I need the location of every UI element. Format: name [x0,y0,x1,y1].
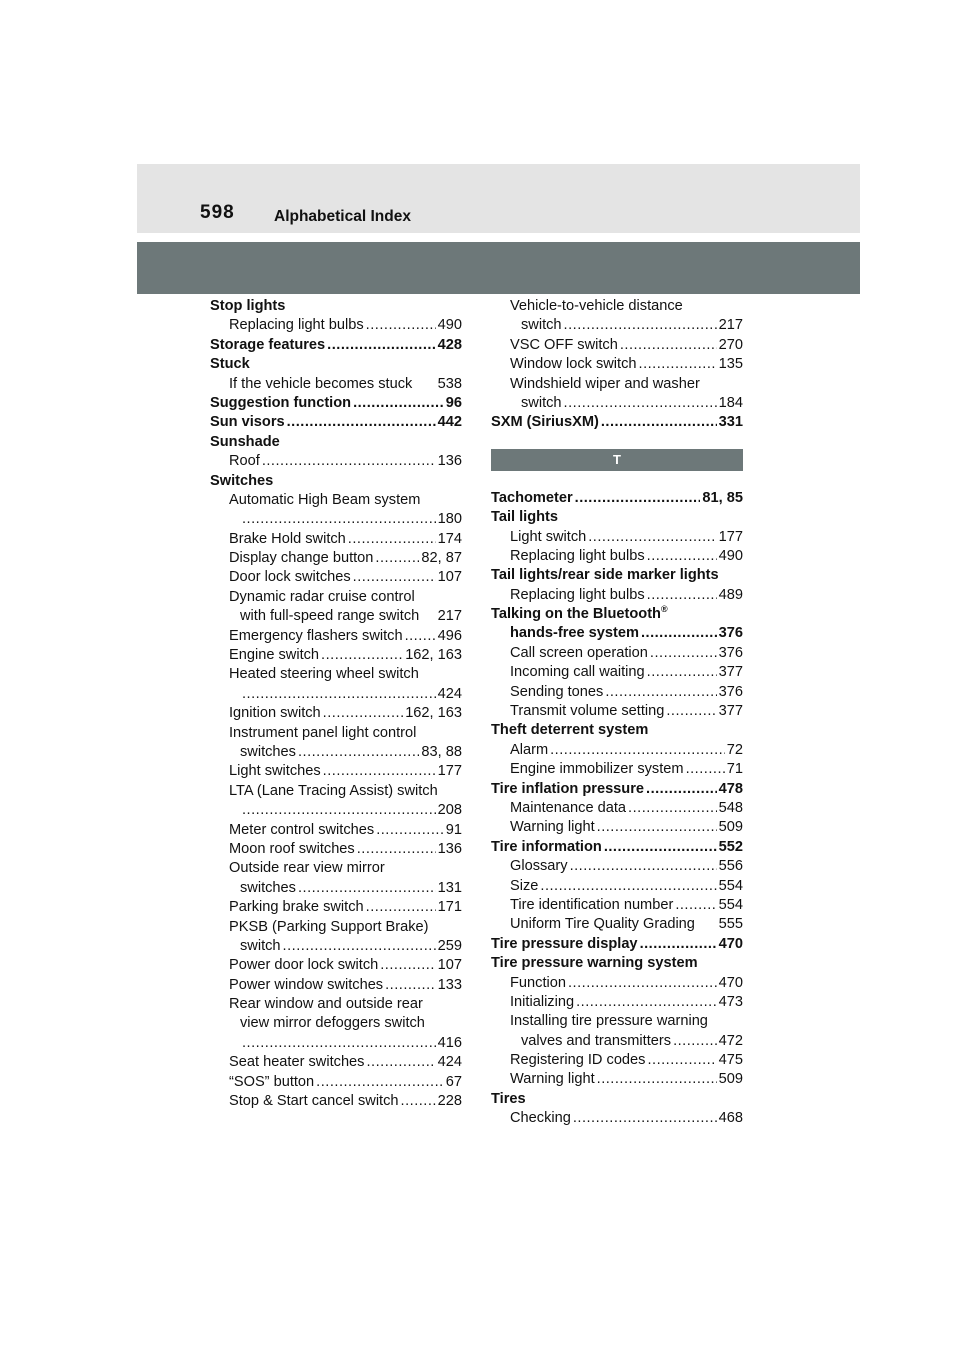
index-entry-page: 376 [718,644,743,661]
leader-dots [686,760,725,779]
index-entry-page: 473 [718,993,743,1010]
leader-dots [576,993,717,1012]
index-entry [491,935,743,954]
index-entry [210,976,462,995]
index-entry-page: 554 [718,896,743,913]
index-entry-label: Tires [491,1090,526,1107]
index-entry [210,840,462,859]
leader-dots [620,336,717,355]
index-entry [491,760,743,779]
index-entry-page: 470 [718,935,743,952]
leader-dots [573,1109,717,1128]
index-entry-label: Function [510,974,566,991]
index-entry [491,993,743,1012]
index-entry-label: Initializing [510,993,575,1010]
index-entry-label: Incoming call waiting [510,664,645,681]
index-entry [210,336,462,355]
index-entry-label: Switches [210,472,274,489]
index-entry [210,1014,462,1033]
index-entry-page: 83, 88 [421,743,462,760]
leader-dots [298,879,436,898]
leader-dots [287,413,436,432]
index-entry-label: Instrument panel light control [229,724,417,741]
leader-dots [385,976,436,995]
leader-dots [242,685,436,704]
index-entry-label: switch [240,937,281,954]
index-entry-page: 131 [437,879,462,896]
index-entry [210,898,462,917]
index-entry-page: 91 [445,821,462,838]
index-entry-label: Tail lights [491,509,559,526]
index-entry-page: 136 [437,453,462,470]
index-entry-page: 538 [437,375,462,392]
header-band [137,164,860,233]
leader-dots [348,530,436,549]
leader-dots [601,413,717,432]
index-entry-label: switches [240,879,296,896]
leader-dots [575,489,701,508]
index-entry-page: 67 [445,1073,462,1090]
index-entry-label: Uniform Tire Quality Grading [510,916,695,933]
index-entry-page: 376 [718,625,743,642]
index-entry [210,743,462,762]
index-entry [210,956,462,975]
index-entry-page: 107 [437,569,462,586]
index-entry-label: Window lock switch [510,356,637,373]
index-entry-page: 228 [437,1093,462,1110]
index-entry-page: 489 [718,586,743,603]
index-entry [491,741,743,760]
index-entry [210,607,462,626]
leader-dots [366,316,436,335]
index-entry [210,685,462,704]
index-entry-page: 184 [718,394,743,411]
index-entry-label: switch [521,394,562,411]
index-entry [491,663,743,682]
leader-dots [540,877,716,896]
index-entry-page: 552 [718,838,743,855]
index-entry-page: 416 [437,1034,462,1051]
index-entry [491,566,743,585]
leader-dots [568,974,717,993]
leader-dots [675,896,716,915]
index-entry [491,780,743,799]
index-entry-label: Sending tones [510,683,604,700]
index-entry [491,954,743,973]
index-entry-label: Tachometer [491,489,573,506]
leader-dots [376,821,444,840]
index-entry-label: Theft deterrent system [491,722,649,739]
index-entry [491,1070,743,1089]
index-entry-label: hands-free system [510,625,639,642]
leader-dots [405,627,436,646]
index-entry-label: Meter control switches [229,821,375,838]
index-entry-label: Call screen operation [510,644,648,661]
index-entry [491,1109,743,1128]
index-entry-page: 162, 163 [405,647,462,664]
leader-dots [639,355,717,374]
index-entry-label: Alarm [510,741,549,758]
index-entry [210,530,462,549]
leader-dots [353,568,436,587]
index-entry-label: Sun visors [210,414,285,431]
index-entry [491,508,743,527]
leader-dots [628,799,717,818]
leader-dots [242,801,436,820]
index-entry-page: 180 [437,511,462,528]
index-entry [491,413,743,432]
index-entry [491,857,743,876]
index-entry-label: Stop & Start cancel switch [229,1093,399,1110]
leader-dots [262,452,436,471]
index-entry-label: Moon roof switches [229,840,355,857]
index-entry-label: valves and transmitters [521,1032,672,1049]
leader-dots [366,898,436,917]
index-entry [210,646,462,665]
index-entry [210,724,462,743]
index-entry-page: 475 [718,1052,743,1069]
index-entry-page: 428 [437,336,462,353]
index-entry [210,355,462,374]
index-entry [210,821,462,840]
index-entry [491,799,743,818]
index-entry-page: 490 [718,547,743,564]
index-entry-label: Light switches [229,763,321,780]
index-entry-page: 107 [437,957,462,974]
index-entry-label: Vehicle-to-vehicle distance [510,298,683,314]
leader-dots [321,646,403,665]
index-entry-label: Checking [510,1110,571,1127]
index-entry [491,683,743,702]
index-entry [491,355,743,374]
index-entry [491,528,743,547]
index-entry [491,974,743,993]
index-entry-label: Light switch [510,528,587,545]
index-entry-page: 133 [437,976,462,993]
leader-dots [666,702,716,721]
index-entry-page: 71 [726,761,743,778]
index-entry-label: Stuck [210,356,250,373]
leader-dots [298,743,419,762]
index-entry [491,316,743,335]
index-entry [210,762,462,781]
index-entry-label: Replacing light bulbs [510,586,645,603]
index-entry-page: 442 [437,414,462,431]
index-entry [491,1012,743,1031]
index-entry [491,838,743,857]
index-entry [491,375,743,394]
index-entry-page: 468 [718,1110,743,1127]
index-entry-page: 490 [437,317,462,334]
index-entry-label: Parking brake switch [229,899,364,916]
leader-dots [550,741,725,760]
index-entry-label: Sunshade [210,433,280,450]
index-entry-page: 548 [718,799,743,816]
leader-dots [673,1032,717,1051]
index-entry-label: Transmit volume setting [510,703,665,720]
index-entry-page: 424 [437,1054,462,1071]
index-entry-label: Seat heater switches [229,1054,365,1071]
index-entry [491,644,743,663]
index-entry-label: Automatic High Beam system [229,491,421,508]
index-entry [210,433,462,452]
index-entry [491,297,743,316]
leader-dots [401,1092,436,1111]
index-entry [491,605,743,624]
index-entry [491,915,743,934]
leader-dots [323,762,436,781]
index-entry [210,704,462,723]
index-entry-label: Installing tire pressure warning [510,1013,708,1030]
index-entry-page: 331 [718,414,743,431]
index-entry-label: switches [240,743,296,760]
leader-dots [650,644,717,663]
leader-dots [283,937,436,956]
index-entry [210,472,462,491]
index-entry-label: Door lock switches [229,569,351,586]
index-entry-label: Warning light [510,819,595,836]
leader-dots [242,1034,436,1053]
index-entry-label: Tire pressure display [491,935,638,952]
leader-dots [375,549,419,568]
index-entry-page: 470 [718,974,743,991]
index-entry [210,665,462,684]
leader-dots [380,956,435,975]
index-entry [491,877,743,896]
index-entry-page: 81, 85 [702,489,743,506]
index-entry-label: Replacing light bulbs [229,317,364,334]
index-entry-label: VSC OFF switch [510,336,618,353]
index-entry [210,491,462,510]
index-entry [210,1034,462,1053]
index-entry [491,586,743,605]
leader-dots [647,547,717,566]
leader-dots [242,510,436,529]
index-entry-page: 478 [718,780,743,797]
leader-dots [597,1070,717,1089]
index-entry-label: Size [510,877,539,894]
leader-dots [647,663,717,682]
index-entry-page: 424 [437,685,462,702]
index-entry [210,394,462,413]
header-dark-band [137,242,860,294]
index-entry-label: Brake Hold switch [229,530,346,547]
index-entry-page: 496 [437,627,462,644]
leader-dots [357,840,436,859]
index-entry [491,624,743,643]
leader-dots [316,1073,444,1092]
registered-mark: ® [660,604,668,615]
index-entry-label: with full-speed range switch [240,608,420,625]
leader-dots [366,1053,435,1072]
index-entry-label: view mirror defoggers switch [240,1015,425,1032]
index-entry [491,547,743,566]
index-entry-label: Registering ID codes [510,1052,646,1069]
index-entry-label: If the vehicle becomes stuck [229,375,413,392]
index-entry-label: Power door lock switch [229,957,379,974]
leader-dots [641,624,717,643]
index-entry [210,918,462,937]
page-number: 598 [200,202,235,223]
index-entry-page: 376 [718,683,743,700]
index-entry [210,879,462,898]
index-entry-label: Tail lights/rear side marker lights [491,567,719,584]
index-entry-label: Ignition switch [229,705,321,722]
index-entry-page: 377 [718,664,743,681]
index-entry-page: 556 [718,858,743,875]
index-entry-label: Stop lights [210,298,286,314]
index-entry [210,316,462,335]
index-entry [210,588,462,607]
index-entry-page: 259 [437,937,462,954]
index-entry-page: 270 [718,336,743,353]
section-letter-bar: T [491,449,743,471]
index-entry-label: LTA (Lane Tracing Assist) switch [229,782,438,799]
index-entry-label: Warning light [510,1071,595,1088]
index-entry-page: 555 [718,916,743,933]
index-entry [491,336,743,355]
index-column-right [491,297,743,1129]
leader-dots [604,838,717,857]
index-entry-page: 217 [437,608,462,625]
index-entry-label: Emergency flashers switch [229,627,403,644]
index-entry-page: 136 [437,840,462,857]
index-entry-label: Maintenance data [510,799,627,816]
index-entry-page: 135 [718,356,743,373]
index-entry [491,702,743,721]
leader-dots [327,336,435,355]
index-entry-page: 509 [718,1071,743,1088]
index-entry-page: 208 [437,802,462,819]
index-entry-label: switch [521,317,562,334]
index-entry-label: Heated steering wheel switch [229,666,419,683]
index-entry-label: Replacing light bulbs [510,547,645,564]
index-entry-label: Outside rear view mirror [229,860,385,877]
leader-dots [597,818,717,837]
index-entry-page: 554 [718,877,743,894]
index-entry-page: 96 [445,394,462,411]
index-entry [210,297,462,316]
index-entry [210,1073,462,1092]
index-entry-page: 174 [437,530,462,547]
leader-dots [323,704,404,723]
index-entry-label: Display change button [229,550,374,567]
leader-dots [640,935,717,954]
index-entry [210,859,462,878]
index-entry [210,627,462,646]
index-entry [210,568,462,587]
index-entry-label: Power window switches [229,976,384,993]
leader-dots [647,1051,716,1070]
index-entry-label: Glossary [510,858,568,875]
leader-dots [570,857,717,876]
index-entry-label: Tire identification number [510,896,674,913]
index-entry [491,721,743,740]
index-entry-page: 217 [718,317,743,334]
index-entry [210,782,462,801]
index-entry-label: Tire information [491,838,602,855]
leader-dots [588,528,716,547]
index-entry-label: Engine immobilizer system [510,761,684,778]
leader-dots [564,316,717,335]
index-entry [210,1092,462,1111]
index-entry-page: 509 [718,819,743,836]
index-entry-label: SXM (SiriusXM) [491,414,599,431]
leader-dots [646,780,717,799]
index-entry [491,394,743,413]
index-entry [210,510,462,529]
leader-dots [353,394,444,413]
index-entry-page: 472 [718,1032,743,1049]
index-entry [210,452,462,471]
index-entry-label: Windshield wiper and washer [510,375,700,392]
index-entry [491,1051,743,1070]
index-entry-page: 171 [437,899,462,916]
index-entry-page: 177 [718,528,743,545]
leader-dots [605,683,716,702]
index-column-left [210,297,462,1111]
index-entry [210,413,462,432]
leader-dots [564,394,717,413]
index-entry-label: Tire pressure warning system [491,955,698,972]
index-entry-page: 82, 87 [421,550,462,567]
index-entry [210,801,462,820]
index-entry-page: 177 [437,763,462,780]
index-entry-label: Dynamic radar cruise control [229,588,415,605]
index-entry-page: 162, 163 [405,705,462,722]
index-entry-label: PKSB (Parking Support Brake) [229,918,429,935]
page-title: Alphabetical Index [274,208,411,225]
index-entry-label: Talking on the Bluetooth® [491,604,668,623]
index-entry [210,937,462,956]
leader-dots [647,586,717,605]
index-entry-label: Roof [229,453,260,470]
index-entry [210,1053,462,1072]
index-entry-label: Tire inflation pressure [491,780,645,797]
index-entry-label: Storage features [210,336,326,353]
index-entry-page: 377 [718,703,743,720]
index-entry [210,549,462,568]
index-entry [491,896,743,915]
index-entry-label: “SOS” button [229,1073,315,1090]
index-entry [491,818,743,837]
index-entry [210,995,462,1014]
index-entry [491,1090,743,1109]
index-entry [491,1032,743,1051]
index-entry-label: Engine switch [229,647,320,664]
index-entry-label: Rear window and outside rear [229,996,423,1013]
index-entry [491,489,743,508]
index-entry [210,375,462,394]
index-entry-page: 72 [726,741,743,758]
index-entry-label: Suggestion function [210,394,352,411]
